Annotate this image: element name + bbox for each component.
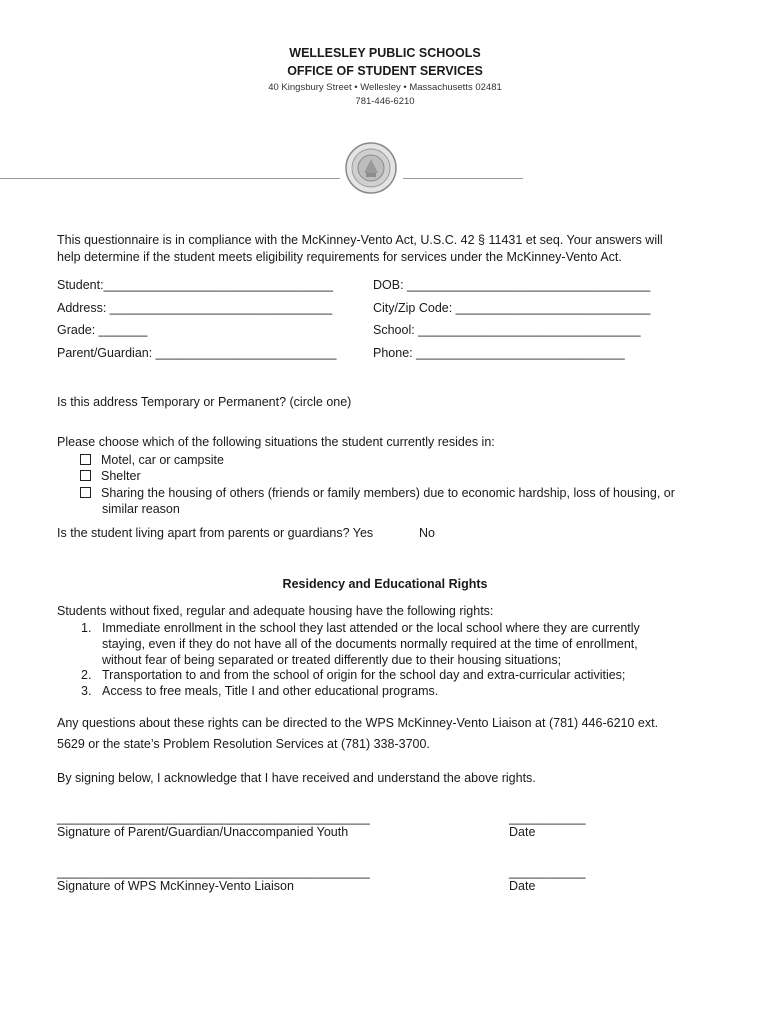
situations-prompt: Please choose which of the following situations the student currently resides in:: [57, 435, 495, 449]
date-label-liaison: Date: [509, 879, 536, 893]
parent-guardian-field[interactable]: Parent/Guardian: __________________________: [57, 346, 337, 360]
header-rule-left: [0, 178, 340, 179]
situation-option-shelter[interactable]: [80, 468, 141, 485]
signature-line-liaison[interactable]: _____________________________________________: [57, 865, 370, 879]
rights-item-2-number: 2.: [81, 668, 92, 682]
office-phone: 781-446-6210: [355, 96, 415, 107]
city-zip-field[interactable]: City/Zip Code: ____________________________: [373, 301, 651, 315]
checkbox-sharing[interactable]: [80, 487, 91, 498]
situation-option-sharing[interactable]: [80, 485, 675, 502]
rights-item-1-number: 1.: [81, 621, 92, 635]
option-shelter-label: Shelter: [101, 469, 141, 483]
dob-field[interactable]: DOB: ___________________________________: [373, 278, 651, 292]
situation-option-motel[interactable]: [80, 452, 224, 469]
checkbox-shelter[interactable]: [80, 470, 91, 481]
date-label-parent: Date: [509, 825, 536, 839]
header-rule-right: [403, 178, 523, 179]
intro-line-1: This questionnaire is in compliance with the McKinney-Vento Act, U.S.C. 42 § 11431 et seq. Your answers will: [57, 233, 663, 247]
school-field[interactable]: School: ________________________________: [373, 323, 641, 337]
phone-field[interactable]: Phone: ______________________________: [373, 346, 625, 360]
rights-item-2: Transportation to and from the school of origin for the school day and extra-curricular activities;: [102, 668, 626, 682]
questions-line-2: 5629 or the state’s Problem Resolution Services at (781) 338-3700.: [57, 737, 430, 751]
grade-field[interactable]: Grade: _______: [57, 323, 148, 337]
living-apart-question: Is the student living apart from parents or guardians? Yes: [57, 526, 374, 540]
rights-heading: Residency and Educational Rights: [282, 577, 488, 591]
date-line-parent[interactable]: ___________: [509, 811, 586, 825]
address-type-question: Is this address Temporary or Permanent? (circle one): [57, 395, 352, 409]
rights-intro: Students without fixed, regular and adequate housing have the following rights:: [57, 604, 494, 618]
school-name: WELLESLEY PUBLIC SCHOOLS: [289, 46, 481, 60]
student-field[interactable]: Student:_________________________________: [57, 278, 333, 292]
rights-item-1-line-3: without fear of being separated or treated differently due to their housing situations;: [102, 653, 562, 667]
rights-item-3: Access to free meals, Title I and other educational programs.: [102, 684, 439, 698]
intro-line-2: help determine if the student meets eligibility requirements for services under the McKinney-Vento Act.: [57, 250, 622, 264]
signature-line-parent[interactable]: _____________________________________________: [57, 811, 370, 825]
office-address: 40 Kingsbury Street • Wellesley • Massachusetts 02481: [268, 82, 502, 93]
checkbox-motel[interactable]: [80, 454, 91, 465]
questions-line-1: Any questions about these rights can be directed to the WPS McKinney-Vento Liaison at (781) 446-6210 ext.: [57, 716, 659, 730]
signature-label-parent: Signature of Parent/Guardian/Unaccompanied Youth: [57, 825, 349, 839]
living-apart-no: No: [419, 526, 435, 540]
address-field[interactable]: Address: ________________________________: [57, 301, 333, 315]
rights-item-3-number: 3.: [81, 684, 92, 698]
office-name: OFFICE OF STUDENT SERVICES: [287, 64, 483, 78]
option-sharing-label-cont: similar reason: [102, 502, 180, 516]
school-seal-icon: [344, 141, 398, 195]
rights-item-1-line-2: staying, even if they do not have all of the documents normally required at the time of enrollment,: [102, 637, 638, 651]
date-line-liaison[interactable]: ___________: [509, 865, 586, 879]
rights-item-1-line-1: Immediate enrollment in the school they last attended or the local school where they are currently: [102, 621, 640, 635]
option-motel-label: Motel, car or campsite: [101, 453, 224, 467]
acknowledgement: By signing below, I acknowledge that I have received and understand the above rights.: [57, 771, 536, 785]
option-sharing-label: Sharing the housing of others (friends or family members) due to economic hardship, loss of housing, or: [101, 486, 675, 500]
signature-label-liaison: Signature of WPS McKinney-Vento Liaison: [57, 879, 294, 893]
